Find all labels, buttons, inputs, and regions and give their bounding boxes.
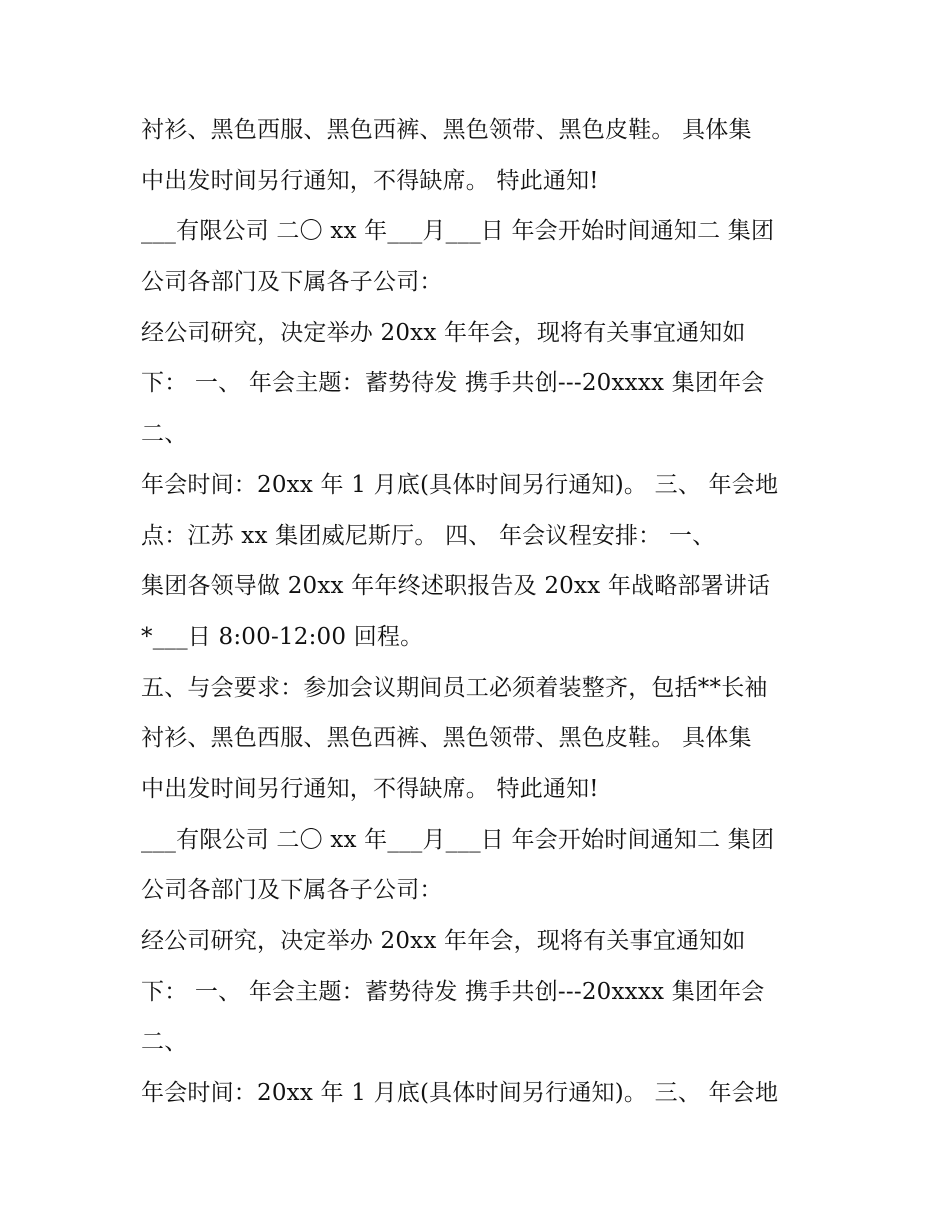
text-line: 中出发时间另行通知，不得缺席。 特此通知!	[141, 775, 599, 802]
text-line: 二、	[141, 421, 188, 448]
document-body	[141, 105, 821, 1119]
text-line: ___有限公司 二〇 xx 年___月___日 年会开始时间通知二 集团	[141, 218, 775, 245]
text-line: 五、与会要求：参加会议期间员工必须着装整齐，包括**长袖	[141, 674, 768, 701]
text-line: 公司各部门及下属各子公司：	[141, 269, 443, 296]
text-line: 二、	[141, 1029, 188, 1056]
text-line: 衬衫、黑色西服、黑色西裤、黑色领带、黑色皮鞋。 具体集	[141, 117, 752, 143]
text-line: 集团各领导做 20xx 年年终述职报告及 20xx 年战略部署讲话	[141, 573, 771, 600]
text-line: 中出发时间另行通知，不得缺席。 特此通知!	[141, 167, 599, 194]
text-line: ___有限公司 二〇 xx 年___月___日 年会开始时间通知二 集团	[141, 826, 775, 853]
text-line: 下： 一、 年会主题：蓄势待发 携手共创---20xxxx 集团年会	[141, 370, 765, 397]
text-line: 经公司研究，决定举办 20xx 年年会，现将有关事宜通知如	[141, 928, 746, 954]
text-line: 年会时间：20xx 年 1 月底(具体时间另行通知)。 三、 年会地	[141, 471, 779, 498]
text-line: 经公司研究，决定举办 20xx 年年会，现将有关事宜通知如	[141, 319, 746, 346]
text-line: 点：江苏 xx 集团威尼斯厅。 四、 年会议程安排： 一、	[141, 522, 716, 549]
text-line: *___日 8:00-12:00 回程。	[141, 623, 424, 650]
text-line: 衬衫、黑色西服、黑色西裤、黑色领带、黑色皮鞋。 具体集	[141, 725, 752, 752]
text-line: 公司各部门及下属各子公司：	[141, 877, 443, 904]
text-line: 下： 一、 年会主题：蓄势待发 携手共创---20xxxx 集团年会	[141, 978, 765, 1005]
text-line: 年会时间：20xx 年 1 月底(具体时间另行通知)。 三、 年会地	[141, 1080, 779, 1107]
